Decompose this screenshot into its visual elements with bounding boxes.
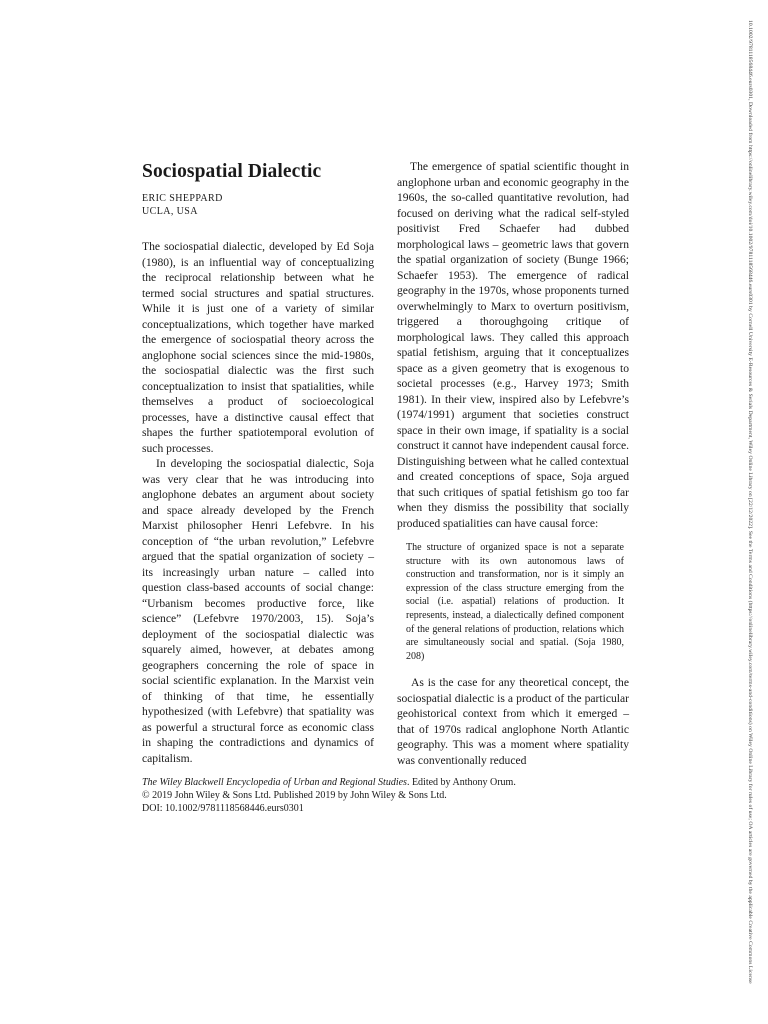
source-title: The Wiley Blackwell Encyclopedia of Urban and Regional Studies	[142, 777, 407, 788]
source-line	[142, 776, 642, 789]
author-affiliation: UCLA, USA	[142, 206, 198, 217]
download-notice-strip	[742, 20, 760, 1010]
right-text-column	[397, 159, 629, 768]
body-paragraph: The emergence of spatial scientific thought in anglophone urban and economic geography in the 1960s, the so-called quantitative revolution, had focused on deriving what the radical self-styled positivist Fred Schaefer had dubbed morphological laws – geometric laws that govern the spatial organization of society (Bunge 1966; Schaefer 1953). The emergence of radical geography in the 1970s, whose proponents turned overwhelmingly to Marx to overturn positivism, triggered a thoroughgoing critique of morphological laws. They called this approach spatial fetishism, arguing that it conceptualizes space as a given geometry that is exogenous to societal processes (e.g., Harvey 1973; Smith 1981). In their view, inspired also by Lefebvre’s (1974/1991) argument that societies construct space in their own image, if spatiality is a social construct it cannot have independent causal force. Distinguishing between what he called contextual and created conceptions of space, Soja argued that such critiques of spatial fetishism go too far when they dismiss the possibility that socially produced spatialities can have causal force:	[397, 160, 629, 530]
left-text-column	[142, 239, 374, 766]
body-paragraph: In developing the sociospatial dialectic, Soja was very clear that he was introducing into anglophone debates an argument about society and space already developed by the French Marxist philosopher Henri Lefebvre. In his conception of “the urban revolution,” Lefebvre argued that the spatial organization of society – its increasingly urban nature – called into question class-based accounts of social change: “Urbanism becomes productive force, like science” (Lefebvre 1970/2003, 15). Soja’s deployment of the sociospatial dialectic was squarely aimed, however, at debates among geographers concerning the role of space in social scientific explanation. In the Marxist vein of thinking of that time, he essentially hypothesized (with Lefebvre) that spatiality was as powerful a structural force as economic class in shaping the contradictions and dynamics of capitalism.	[142, 457, 374, 765]
author-name: ERIC SHEPPARD	[142, 193, 223, 204]
citation-footer	[142, 776, 642, 815]
copyright-line: © 2019 John Wiley & Sons Ltd. Published 2019 by John Wiley & Sons Ltd.	[142, 790, 447, 801]
body-paragraph: As is the case for any theoretical concept, the sociospatial dialectic is a product of the particular geohistorical context from which it emerged – that of 1970s radical anglophone North Atlantic geography. This was a moment where spatiality was conventionally reduced	[397, 676, 629, 767]
download-notice-text: 10.1002/9781118568446.eurs0301, Downloaded from https://onlinelibrary.wiley.com/doi/10.1002/9781118568446.eurs0301 by Cornell University E-Resources & Serials Department, Wiley Online Library on [22/12/2022]. See the Terms and Conditions (https://onlinelibrary.wiley.com/terms-and-conditions) on Wiley Online Library for rules of use; OA articles are governed by the applicable Creative Commons License	[747, 20, 753, 984]
source-editor: . Edited by Anthony Orum.	[406, 777, 516, 788]
body-paragraph: The sociospatial dialectic, developed by Ed Soja (1980), is an influential way of conceptualizing the reciprocal relationship between what he termed social structures and spatial structures. While it is just one of a variety of similar conceptualizations, which together have marked the emergence of sociospatial theory across the anglophone social sciences since the mid-1980s, the sociospatial dialectic was the first such conceptualization to insist that spatialities, while themselves a product of socioecological processes, have a distinctive causal effect that shapes the further spatiotemporal evolution of such processes.	[142, 240, 374, 455]
article-title: Sociospatial Dialectic	[142, 161, 322, 182]
doi-line: DOI: 10.1002/9781118568446.eurs0301	[142, 803, 304, 814]
block-quote: The structure of organized space is not a separate structure with its own autonomous laws of construction and transformation, nor is it simply an expression of the class structure emerging from the social (i.e. aspatial) relations of production. It represents, instead, a dialectically defined component of the general relations of production, relations which are simultaneously social and spatial. (Soja 1980, 208)	[406, 542, 624, 662]
